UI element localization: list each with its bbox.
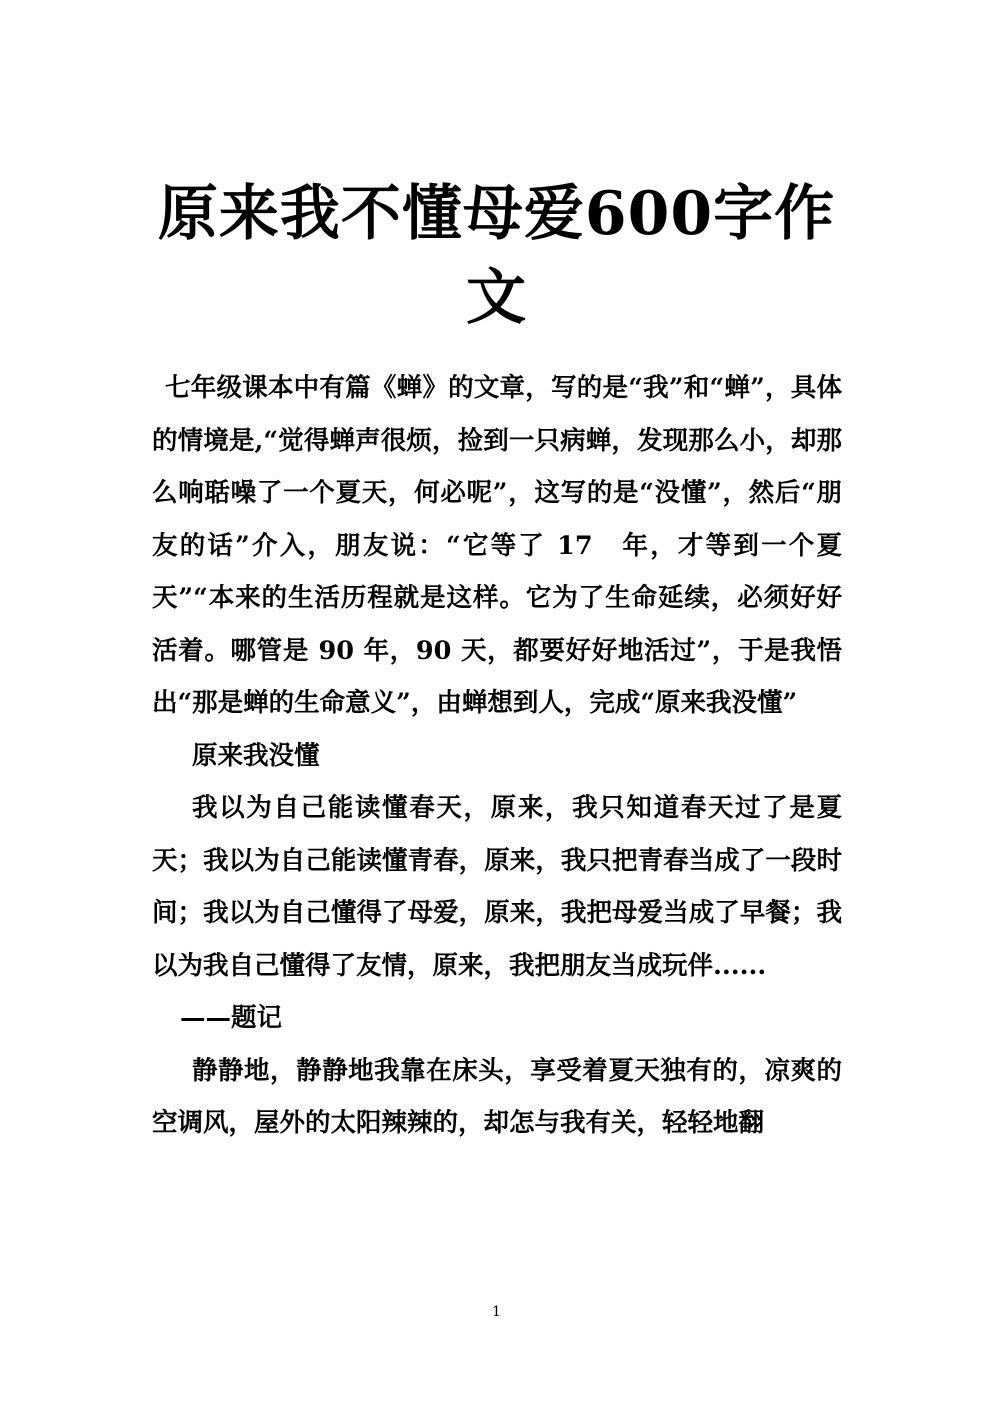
paragraph-story: 静静地，静静地我靠在床头，享受着夏天独有的，凉爽的空调风，屋外的太阳辣辣的，却怎与我有关，轻轻地翻 — [152, 1055, 842, 1138]
document-body — [152, 362, 842, 1150]
page-number: 1 — [492, 1304, 501, 1320]
document-title: 原来我不懂母爱600字作文 — [157, 179, 836, 333]
paragraph-intro: 七年级课本中有篇《蝉》的文章，写的是“我”和“蝉”，具体的情境是,“觉得蝉声很烦，捡到一只病蝉，发现那么小，却那么响聒噪了一个夏天，何必呢”，这写的是“没懂”，然后“朋友的话”介入，朋友说：“它等了 17 年，才等到一个夏天”“本来的生活历程就是这样。它为了生命延续，必须好好活着。哪管是 90 年，90 天，都要好好地活过”，于是我悟出“那是蝉的生命意义”，由蝉想到人，完成“原来我没懂” — [152, 373, 842, 718]
paragraph-epigraph: 我以为自己能读懂春天，原来，我只知道春天过了是夏天；我以为自己能读懂青春，原来，我只把青春当成了一段时间；我以为自己懂得了母爱，原来，我把母爱当成了早餐；我以为我自己懂得了友情，原来，我把朋友当成玩伴...... — [152, 793, 842, 981]
paragraph-subtitle: 原来我没懂 — [192, 740, 320, 771]
paragraph-epigraph-attribution: ——题记 — [180, 1003, 283, 1033]
